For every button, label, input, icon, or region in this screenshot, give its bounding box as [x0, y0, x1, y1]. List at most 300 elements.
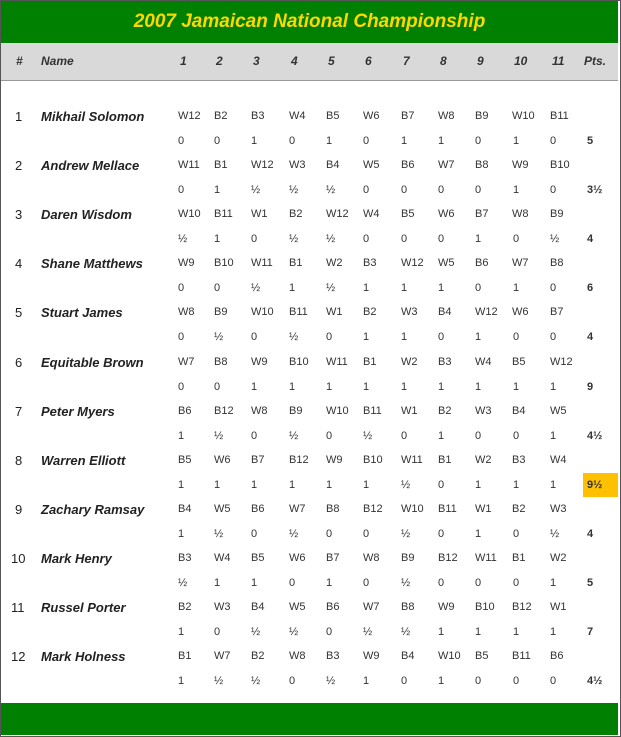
opponent-cell: W9 — [438, 601, 455, 613]
opponent-cell: W9 — [326, 453, 343, 466]
opponent-cell: B9 — [289, 404, 303, 417]
result-cell: ½ — [326, 233, 336, 246]
player-points: 5 — [587, 135, 594, 147]
result-cell: 0 — [214, 380, 221, 393]
result-cell: 1 — [289, 478, 296, 491]
opponent-cell: B8 — [401, 601, 415, 613]
result-cell: 0 — [251, 429, 258, 442]
result-cell: 0 — [513, 675, 520, 688]
opponent-cell: B3 — [512, 453, 526, 466]
opponent-cell: W8 — [363, 551, 380, 564]
result-cell: ½ — [214, 429, 224, 442]
opponent-cell: W1 — [326, 306, 343, 319]
header-points: Pts. — [584, 54, 607, 68]
opponent-cell: B8 — [550, 257, 564, 270]
player-rank: 7 — [15, 403, 23, 419]
opponent-cell: W3 — [289, 159, 306, 172]
player-points: 6 — [587, 282, 594, 295]
result-cell: 0 — [550, 184, 557, 197]
player-name: Daren Wisdom — [41, 207, 132, 223]
header-round-1: 1 — [180, 54, 187, 68]
result-cell: 1 — [550, 478, 557, 491]
opponent-cell: B4 — [178, 502, 192, 515]
result-cell: 1 — [438, 675, 445, 688]
result-cell: 1 — [401, 380, 408, 393]
opponent-cell: W10 — [251, 306, 274, 319]
result-cell: 0 — [513, 429, 520, 442]
result-cell: 1 — [438, 282, 445, 295]
player-rank: 8 — [15, 452, 23, 468]
result-cell: 1 — [550, 429, 557, 442]
opponent-cell: B11 — [363, 404, 382, 417]
opponent-cell: W10 — [438, 650, 461, 663]
opponent-cell: W12 — [251, 159, 274, 172]
result-cell: 0 — [475, 282, 482, 295]
header-round-4: 4 — [291, 54, 298, 68]
opponent-cell: W3 — [401, 306, 418, 319]
result-cell: 1 — [214, 233, 221, 246]
result-cell: ½ — [289, 626, 299, 638]
result-cell: 0 — [438, 478, 445, 491]
result-cell: 0 — [251, 527, 258, 540]
player-name: Equitable Brown — [41, 354, 144, 370]
result-cell: 0 — [513, 527, 520, 540]
result-cell: 0 — [550, 675, 557, 688]
opponent-cell: W4 — [289, 110, 306, 122]
result-cell: 1 — [513, 135, 520, 147]
result-cell: 1 — [251, 380, 258, 393]
opponent-cell: B12 — [289, 453, 309, 466]
opponent-cell: B9 — [214, 306, 228, 319]
opponent-cell: B6 — [178, 404, 192, 417]
result-cell: ½ — [289, 184, 299, 197]
opponent-cell: B9 — [475, 110, 489, 122]
result-cell: 0 — [438, 184, 445, 197]
player-name: Zachary Ramsay — [41, 501, 145, 517]
opponent-cell: B2 — [363, 306, 377, 319]
player-rank: 10 — [11, 550, 26, 566]
opponent-cell: W2 — [326, 257, 343, 270]
opponent-cell: B4 — [251, 601, 265, 613]
opponent-cell: W5 — [363, 159, 380, 172]
result-cell: 0 — [513, 576, 520, 589]
opponent-cell: W11 — [178, 159, 200, 172]
opponent-cell: B3 — [326, 650, 340, 663]
result-cell: 1 — [513, 478, 520, 491]
header-round-11: 11 — [552, 54, 565, 68]
opponent-cell: W10 — [178, 208, 201, 221]
opponent-cell: W12 — [475, 306, 498, 319]
opponent-cell: B10 — [214, 257, 234, 270]
result-cell: 1 — [401, 135, 408, 147]
opponent-cell: B1 — [438, 453, 452, 466]
result-cell: 1 — [326, 380, 333, 393]
result-cell: 1 — [363, 380, 370, 393]
result-cell: 0 — [475, 135, 482, 147]
opponent-cell: W11 — [475, 551, 497, 564]
result-cell: 0 — [363, 527, 370, 540]
result-cell: 0 — [289, 576, 296, 589]
result-cell: 1 — [550, 626, 557, 638]
header-row — [1, 43, 618, 81]
opponent-cell: B6 — [251, 502, 265, 515]
result-cell: 1 — [550, 576, 557, 589]
player-name: Stuart James — [41, 305, 123, 321]
opponent-cell: B11 — [512, 650, 531, 663]
opponent-cell: B5 — [251, 551, 265, 564]
opponent-cell: W7 — [438, 159, 455, 172]
result-cell: 0 — [401, 233, 408, 246]
result-cell: ½ — [550, 527, 560, 540]
opponent-cell: B11 — [214, 208, 233, 221]
opponent-cell: W12 — [401, 257, 424, 270]
player-name: Mark Henry — [41, 550, 112, 566]
result-cell: ½ — [251, 675, 261, 688]
result-cell: 1 — [363, 478, 370, 491]
result-cell: 1 — [550, 380, 557, 393]
header-round-6: 6 — [365, 54, 372, 68]
opponent-cell: W9 — [363, 650, 380, 663]
opponent-cell: W10 — [401, 502, 424, 515]
opponent-cell: W10 — [326, 404, 349, 417]
result-cell: 0 — [475, 675, 482, 688]
result-cell: 0 — [214, 626, 221, 638]
result-cell: ½ — [401, 576, 411, 589]
result-cell: 1 — [475, 233, 482, 246]
player-points: 4½ — [587, 675, 603, 688]
opponent-cell: W4 — [550, 453, 567, 466]
result-cell: ½ — [550, 233, 560, 246]
opponent-cell: B9 — [550, 208, 564, 221]
player-name: Andrew Mellace — [41, 158, 140, 174]
opponent-cell: W8 — [438, 110, 455, 122]
opponent-cell: B1 — [512, 551, 526, 564]
opponent-cell: W12 — [550, 355, 573, 368]
header-round-7: 7 — [403, 54, 410, 68]
opponent-cell: B8 — [214, 355, 228, 368]
result-cell: 0 — [289, 675, 296, 688]
opponent-cell: B2 — [178, 601, 192, 613]
opponent-cell: W5 — [550, 404, 567, 417]
opponent-cell: B12 — [363, 502, 383, 515]
header-round-8: 8 — [440, 54, 447, 68]
opponent-cell: W5 — [438, 257, 455, 270]
opponent-cell: W6 — [214, 453, 231, 466]
opponent-cell: B1 — [178, 650, 192, 663]
player-rank: 4 — [15, 256, 23, 272]
result-cell: 1 — [289, 282, 296, 295]
opponent-cell: B7 — [550, 306, 564, 319]
opponent-cell: B12 — [214, 404, 234, 417]
result-cell: ½ — [401, 626, 411, 638]
result-cell: 1 — [513, 184, 520, 197]
result-cell: 0 — [363, 184, 370, 197]
opponent-cell: B3 — [438, 355, 452, 368]
result-cell: ½ — [289, 527, 299, 540]
player-name: Peter Myers — [41, 403, 115, 419]
result-cell: 0 — [326, 527, 333, 540]
opponent-cell: W9 — [512, 159, 529, 172]
opponent-cell: B6 — [401, 159, 415, 172]
player-name: Shane Matthews — [41, 256, 143, 272]
result-cell: ½ — [178, 576, 188, 589]
opponent-cell: B2 — [289, 208, 303, 221]
result-cell: ½ — [251, 626, 261, 638]
opponent-cell: B6 — [550, 650, 564, 663]
header-round-5: 5 — [328, 54, 335, 68]
opponent-cell: B5 — [401, 208, 415, 221]
result-cell: 1 — [438, 380, 445, 393]
result-cell: 0 — [550, 282, 557, 295]
opponent-cell: B9 — [401, 551, 415, 564]
result-cell: 1 — [178, 478, 185, 491]
opponent-cell: B12 — [512, 601, 532, 613]
result-cell: 1 — [475, 527, 482, 540]
result-cell: 1 — [289, 380, 296, 393]
result-cell: 1 — [214, 184, 221, 197]
result-cell: 0 — [289, 135, 296, 147]
result-cell: 1 — [363, 675, 370, 688]
result-cell: 0 — [363, 233, 370, 246]
player-points: 5 — [587, 576, 594, 589]
result-cell: 1 — [401, 282, 408, 295]
opponent-cell: W1 — [251, 208, 268, 221]
opponent-cell: W7 — [289, 502, 306, 515]
header-name: Name — [41, 54, 74, 68]
result-cell: 1 — [475, 331, 482, 344]
player-name: Russel Porter — [41, 600, 126, 615]
result-cell: 0 — [363, 135, 370, 147]
header-round-2: 2 — [216, 54, 223, 68]
result-cell: 0 — [363, 576, 370, 589]
player-points: 4 — [587, 331, 594, 344]
opponent-cell: W2 — [550, 551, 567, 564]
opponent-cell: W9 — [178, 257, 195, 270]
result-cell: 0 — [475, 429, 482, 442]
result-cell: 1 — [251, 478, 258, 491]
player-rank: 2 — [15, 158, 23, 174]
result-cell: 1 — [513, 282, 520, 295]
header-round-9: 9 — [477, 54, 484, 68]
opponent-cell: W4 — [214, 551, 231, 564]
opponent-cell: B3 — [363, 257, 377, 270]
player-points: 4½ — [587, 429, 603, 442]
opponent-cell: B8 — [326, 502, 340, 515]
opponent-cell: W1 — [401, 404, 418, 417]
result-cell: ½ — [326, 282, 336, 295]
result-cell: 1 — [513, 626, 520, 638]
result-cell: 0 — [513, 331, 520, 344]
opponent-cell: B8 — [475, 159, 489, 172]
opponent-cell: W6 — [512, 306, 529, 319]
opponent-cell: W6 — [438, 208, 455, 221]
opponent-cell: B5 — [326, 110, 340, 122]
opponent-cell: B7 — [401, 110, 415, 122]
title-bar — [1, 1, 618, 43]
result-cell: 1 — [363, 331, 370, 344]
player-points: 9½ — [587, 478, 603, 491]
opponent-cell: W7 — [363, 601, 380, 613]
result-cell: ½ — [289, 429, 299, 442]
result-cell: 0 — [326, 429, 333, 442]
opponent-cell: B6 — [475, 257, 489, 270]
opponent-cell: B10 — [475, 601, 495, 613]
opponent-cell: W8 — [289, 650, 306, 663]
opponent-cell: W7 — [512, 257, 529, 270]
opponent-cell: W8 — [178, 306, 195, 319]
opponent-cell: W3 — [475, 404, 492, 417]
footer-bar — [1, 703, 618, 735]
result-cell: ½ — [401, 527, 411, 540]
result-cell: 0 — [251, 233, 258, 246]
opponent-cell: B2 — [438, 404, 452, 417]
result-cell: ½ — [401, 478, 411, 491]
result-cell: 0 — [401, 184, 408, 197]
opponent-cell: B7 — [475, 208, 489, 221]
opponent-cell: B7 — [326, 551, 340, 564]
player-rank: 11 — [11, 600, 25, 615]
result-cell: 1 — [363, 282, 370, 295]
result-cell: 0 — [438, 233, 445, 246]
opponent-cell: B6 — [326, 601, 340, 613]
result-cell: 1 — [251, 576, 258, 589]
opponent-cell: B11 — [550, 110, 569, 122]
opponent-cell: W11 — [326, 355, 348, 368]
result-cell: 1 — [438, 429, 445, 442]
opponent-cell: W9 — [251, 355, 268, 368]
result-cell: 1 — [178, 675, 185, 688]
player-rank: 5 — [15, 305, 23, 321]
result-cell: 0 — [178, 135, 185, 147]
opponent-cell: W5 — [289, 601, 306, 613]
result-cell: 1 — [178, 626, 185, 638]
player-rank: 12 — [11, 649, 26, 665]
result-cell: 0 — [401, 429, 408, 442]
result-cell: ½ — [214, 331, 224, 344]
result-cell: 0 — [550, 331, 557, 344]
result-cell: 1 — [513, 380, 520, 393]
result-cell: 0 — [178, 331, 185, 344]
result-cell: ½ — [326, 675, 336, 688]
header-round-3: 3 — [253, 54, 260, 68]
result-cell: 1 — [178, 429, 185, 442]
result-cell: 1 — [475, 380, 482, 393]
result-cell: ½ — [363, 429, 373, 442]
opponent-cell: B4 — [512, 404, 526, 417]
opponent-cell: B12 — [438, 551, 458, 564]
opponent-cell: B10 — [550, 159, 570, 172]
player-points: 9 — [587, 380, 594, 393]
result-cell: 1 — [326, 478, 333, 491]
result-cell: 0 — [178, 184, 185, 197]
opponent-cell: W7 — [214, 650, 231, 663]
player-rank: 3 — [15, 207, 23, 223]
opponent-cell: W8 — [251, 404, 268, 417]
opponent-cell: B11 — [438, 502, 457, 515]
opponent-cell: B3 — [251, 110, 265, 122]
opponent-cell: W12 — [326, 208, 349, 221]
result-cell: ½ — [363, 626, 373, 638]
opponent-cell: B7 — [251, 453, 265, 466]
player-points: 4 — [587, 233, 594, 246]
result-cell: 0 — [401, 675, 408, 688]
player-rank: 1 — [15, 109, 23, 124]
opponent-cell: B5 — [475, 650, 489, 663]
opponent-cell: B5 — [178, 453, 192, 466]
page-title: 2007 Jamaican National Championship — [133, 11, 486, 32]
opponent-cell: W2 — [475, 453, 492, 466]
result-cell: 0 — [178, 380, 185, 393]
result-cell: 0 — [178, 282, 185, 295]
opponent-cell: B1 — [214, 159, 228, 172]
opponent-cell: W1 — [550, 601, 567, 613]
opponent-cell: B4 — [438, 306, 452, 319]
result-cell: 1 — [326, 135, 333, 147]
result-cell: 0 — [326, 331, 333, 344]
result-cell: 0 — [326, 626, 333, 638]
result-cell: 0 — [475, 184, 482, 197]
result-cell: ½ — [178, 233, 188, 246]
opponent-cell: B3 — [178, 551, 192, 564]
opponent-cell: B1 — [289, 257, 303, 270]
result-cell: 1 — [251, 135, 258, 147]
result-cell: 0 — [438, 527, 445, 540]
result-cell: 0 — [214, 135, 221, 147]
player-points: 3½ — [587, 184, 603, 197]
opponent-cell: W3 — [550, 502, 567, 515]
result-cell: 1 — [214, 478, 221, 491]
opponent-cell: W6 — [289, 551, 306, 564]
result-cell: 0 — [214, 282, 221, 295]
opponent-cell: W10 — [512, 110, 535, 122]
opponent-cell: B5 — [512, 355, 526, 368]
opponent-cell: B4 — [326, 159, 340, 172]
opponent-cell: B2 — [512, 502, 526, 515]
opponent-cell: B2 — [214, 110, 228, 122]
result-cell: 0 — [251, 331, 258, 344]
result-cell: ½ — [251, 282, 261, 295]
opponent-cell: W3 — [214, 601, 231, 613]
opponent-cell: B1 — [363, 355, 377, 368]
player-points: 7 — [587, 626, 594, 638]
result-cell: 0 — [550, 135, 557, 147]
result-cell: 0 — [475, 576, 482, 589]
opponent-cell: W11 — [251, 257, 273, 270]
result-cell: 1 — [475, 478, 482, 491]
result-cell: 1 — [401, 331, 408, 344]
opponent-cell: W8 — [512, 208, 529, 221]
opponent-cell: W12 — [178, 110, 201, 122]
opponent-cell: W6 — [363, 110, 380, 122]
player-name: Warren Elliott — [41, 452, 126, 468]
opponent-cell: B2 — [251, 650, 265, 663]
opponent-cell: W2 — [401, 355, 418, 368]
opponent-cell: B11 — [289, 306, 308, 319]
result-cell: 1 — [438, 135, 445, 147]
result-cell: 1 — [475, 626, 482, 638]
result-cell: ½ — [251, 184, 261, 197]
player-points: 4 — [587, 527, 594, 540]
result-cell: ½ — [214, 527, 224, 540]
opponent-cell: B10 — [363, 453, 383, 466]
opponent-cell: W5 — [214, 502, 231, 515]
result-cell: ½ — [289, 331, 299, 344]
opponent-cell: W4 — [475, 355, 492, 368]
player-name: Mark Holness — [41, 649, 126, 665]
result-cell: 0 — [438, 576, 445, 589]
result-cell: ½ — [326, 184, 336, 197]
result-cell: 1 — [438, 626, 445, 638]
